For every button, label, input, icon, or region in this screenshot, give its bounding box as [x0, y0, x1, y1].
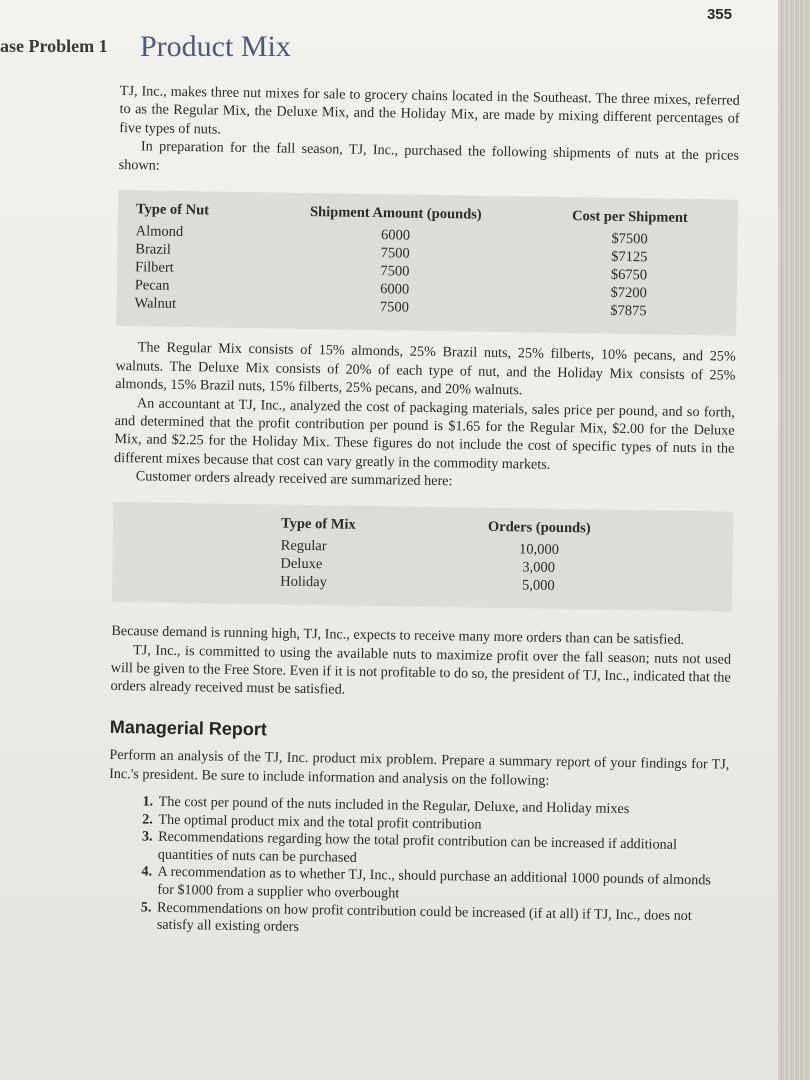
list-item: 3. Recommendations regarding how the total profit contribution can be increased if additional quantities of nuts can be purchased: [156, 829, 728, 873]
case-title: Product Mix: [140, 30, 291, 63]
nut-type: Walnut: [134, 295, 177, 313]
mix-type: Holiday: [280, 573, 328, 591]
shipment-amount: 6000: [380, 227, 411, 245]
orders-table: [274, 514, 645, 596]
list-item: 5. Recommendations on how profit contribution could be increased (if at all) if TJ, Inc., does not satisfy all existing orders: [155, 899, 727, 943]
orders-table-header-pounds: Orders (pounds): [487, 518, 591, 537]
nut-table-header-type: Type of Nut: [135, 201, 210, 219]
page-number: 355: [706, 6, 732, 23]
shipment-amount: 7500: [379, 299, 410, 317]
book-page-edges: [778, 0, 810, 1080]
shipment-amount: 7500: [380, 245, 410, 263]
shipment-cost: $7500: [611, 231, 648, 248]
orders-intro-paragraph: Customer orders already received are summarized here:: [135, 468, 453, 490]
order-pounds: 10,000: [518, 541, 559, 559]
list-item: 2. The optimal product mix and the total profit contribution: [156, 811, 728, 838]
nut-shipments-box: [116, 190, 738, 336]
nut-table-header-cost: Cost per Shipment: [571, 208, 688, 226]
nut-shipments-table: [128, 200, 726, 322]
shipment-cost: $7125: [611, 249, 648, 266]
shipment-cost: $7875: [610, 303, 647, 320]
nut-table-header-amount: Shipment Amount (pounds): [309, 204, 482, 223]
mix-composition-paragraph: The Regular Mix consists of 15% almonds, 25% Brazil nuts, 25% filberts, 10% pecans, and 25% walnuts. The Deluxe Mix consists of 20% of each type of nut, and the Holiday Mix consists of 25% almonds, 15% Brazil nuts, 15% filberts, 25% pecans, and 20% walnuts.: [115, 339, 736, 399]
nut-type: Pecan: [134, 277, 170, 295]
nut-type: Almond: [135, 223, 184, 241]
intro-paragraph-2: In preparation for the fall season, TJ, Inc., purchased the following shipments of nuts at the prices shown:: [118, 138, 740, 174]
order-pounds: 5,000: [521, 577, 555, 594]
commitment-paragraph: TJ, Inc., is committed to using the available nuts to maximize profit over the fall season; nuts not used will be given to the Free Store. Even if it is not profitable to do so, the president of TJ, Inc., indicated that the orders already received must be satisfied.: [110, 641, 732, 698]
order-pounds: 3,000: [522, 559, 556, 576]
orders-box: [112, 502, 734, 612]
page-content: [107, 82, 740, 943]
report-intro-paragraph: Perform an analysis of the TJ, Inc. product mix problem. Prepare a summary report of your findings for TJ, Inc.'s president. Be sure to include information and analysis on the following:: [109, 747, 730, 789]
orders-table-header-mix: Type of Mix: [280, 515, 356, 533]
shipment-amount: 7500: [380, 263, 410, 281]
intro-paragraph-1: TJ, Inc., makes three nut mixes for sale to grocery chains located in the Southeast. The three mixes, referred to as the Regular Mix, the Deluxe Mix, and the Holiday Mix, are made by mixing different percentages of five types of nuts.: [119, 82, 740, 138]
mix-type: Regular: [280, 537, 327, 555]
case-problem-label: ase Problem 1: [0, 36, 108, 56]
managerial-report-heading: Managerial Report: [109, 716, 268, 740]
profit-contribution-paragraph: An accountant at TJ, Inc., analyzed the cost of packaging materials, sales price per pound, and so forth, and determined that the profit contribution per pound is $1.65 for the Regular Mix, $2.00 for the Deluxe Mix, and $2.25 for the Holiday Mix. These figures do not include the cost of specific types of nuts in the different mixes because that cost can vary greatly in the commodity markets.: [113, 394, 736, 473]
nut-type: Brazil: [135, 241, 171, 259]
shipment-cost: $7200: [610, 285, 647, 302]
shipment-amount: 6000: [380, 281, 410, 299]
shipment-cost: $6750: [610, 267, 648, 284]
list-item: 1. The cost per pound of the nuts included in the Regular, Deluxe, and Holiday mixes: [157, 794, 729, 821]
nut-type: Filbert: [134, 259, 174, 277]
list-item: 4. A recommendation as to whether TJ, Inc., should purchase an additional 1000 pounds of almonds for $1000 from a supplier who overbought: [155, 864, 727, 908]
demand-paragraph: Because demand is running high, TJ, Inc., expects to receive many more orders than can be satisfied.: [111, 623, 685, 649]
report-items-list: [133, 793, 729, 943]
mix-type: Deluxe: [280, 555, 323, 573]
